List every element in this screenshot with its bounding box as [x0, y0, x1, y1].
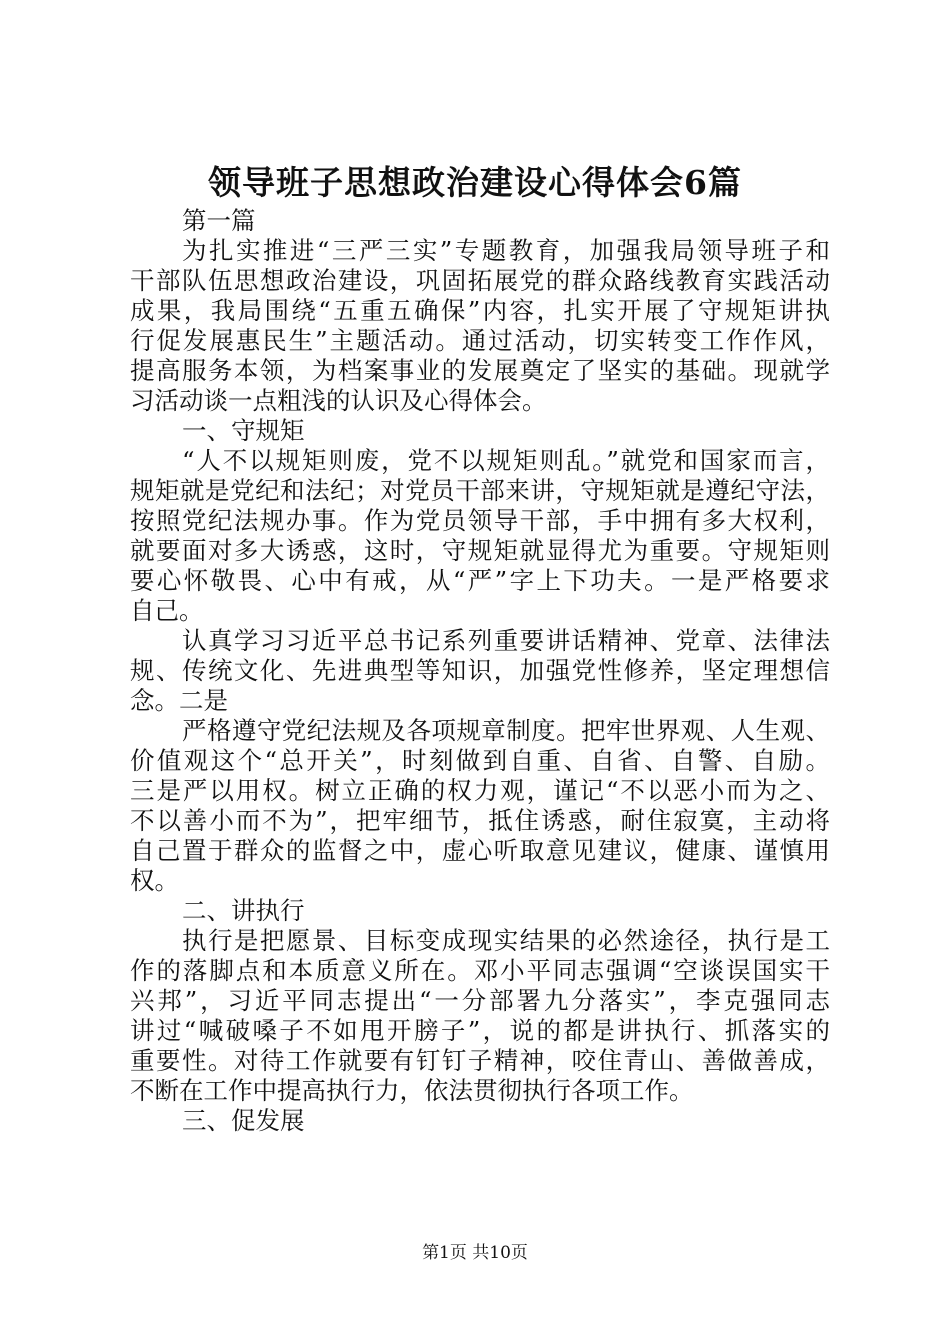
text-line: 规矩就是党纪和法纪；对党员干部来讲，守规矩就是遵纪守法， — [130, 476, 830, 505]
text-line: 成果，我局围绕“五重五确保”内容，扎实开展了守规矩讲执 — [130, 296, 830, 325]
text-line: 第一篇 — [182, 206, 256, 235]
document-title: 领导班子思想政治建设心得体会6篇 — [208, 163, 742, 202]
text-line: 讲过“喊破嗓子不如甩开膀子”，说的都是讲执行、抓落实的 — [130, 1016, 830, 1045]
text-line: 念。二是 — [130, 686, 228, 715]
text-line: 规、传统文化、先进典型等知识，加强党性修养，坚定理想信 — [130, 656, 830, 685]
text-line: 权。 — [130, 866, 179, 895]
text-line: 一、守规矩 — [182, 416, 305, 445]
text-line: 要心怀敬畏、心中有戒，从“严”字上下功夫。一是严格要求 — [130, 566, 830, 595]
text-line: 自己。 — [130, 596, 204, 625]
text-line: 三、促发展 — [182, 1106, 305, 1135]
text-line: 二、讲执行 — [182, 896, 305, 925]
text-line: 认真学习习近平总书记系列重要讲话精神、党章、法律法 — [182, 626, 830, 655]
text-line: 为扎实推进“三严三实”专题教育，加强我局领导班子和 — [182, 236, 830, 265]
text-line: 不断在工作中提高执行力，依法贯彻执行各项工作。 — [130, 1076, 694, 1105]
text-line: 干部队伍思想政治建设，巩固拓展党的群众路线教育实践活动 — [130, 266, 830, 295]
text-line: 三是严以用权。树立正确的权力观，谨记“不以恶小而为之、 — [130, 776, 830, 805]
text-line: 不以善小而不为”，把牢细节，抵住诱惑，耐住寂寞，主动将 — [130, 806, 830, 835]
page-footer: 第1页 共10页 — [422, 1243, 528, 1263]
text-line: 就要面对多大诱惑，这时，守规矩就显得尤为重要。守规矩则 — [130, 536, 830, 565]
text-line: 提高服务本领，为档案事业的发展奠定了坚实的基础。现就学 — [130, 356, 830, 385]
text-line: “人不以规矩则废，党不以规矩则乱。”就党和国家而言， — [182, 446, 830, 475]
text-line: 行促发展惠民生”主题活动。通过活动，切实转变工作作风， — [130, 326, 830, 355]
text-line: 执行是把愿景、目标变成现实结果的必然途径，执行是工 — [182, 926, 830, 955]
text-line: 自己置于群众的监督之中，虚心听取意见建议，健康、谨慎用 — [130, 836, 830, 865]
text-line: 重要性。对待工作就要有钉钉子精神，咬住青山、善做善成， — [130, 1046, 830, 1075]
document-body — [130, 206, 830, 1136]
text-line: 兴邦”，习近平同志提出“一分部署九分落实”，李克强同志 — [130, 986, 830, 1015]
text-line: 作的落脚点和本质意义所在。邓小平同志强调“空谈误国实干 — [130, 956, 830, 985]
text-line: 习活动谈一点粗浅的认识及心得体会。 — [130, 386, 547, 415]
text-line: 价值观这个“总开关”，时刻做到自重、自省、自警、自励。 — [130, 746, 830, 775]
text-line: 严格遵守党纪法规及各项规章制度。把牢世界观、人生观、 — [182, 716, 830, 745]
text-line: 按照党纪法规办事。作为党员领导干部，手中拥有多大权利， — [130, 506, 830, 535]
